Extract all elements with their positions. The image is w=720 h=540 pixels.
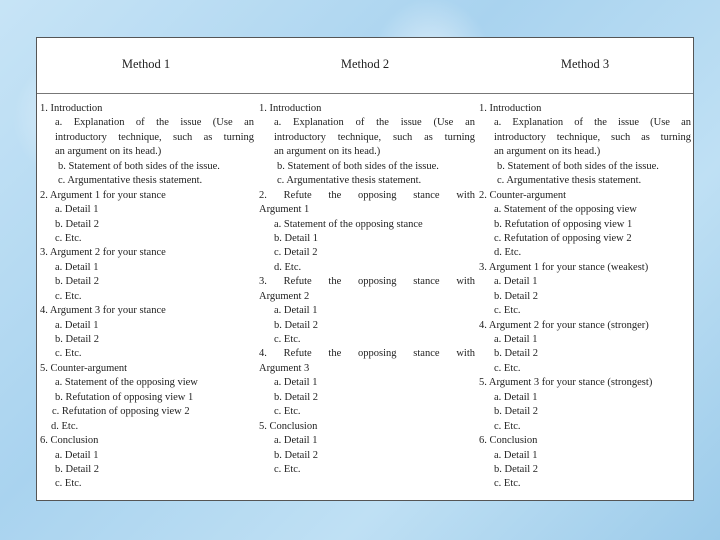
outline-line: a. Detail 1 [55, 449, 99, 461]
outline-line: b. Detail 2 [55, 276, 100, 288]
outline-line: b. Detail 2 [274, 319, 319, 331]
outline-line: d. Etc. [494, 247, 522, 259]
outline-line: d. Etc. [274, 261, 302, 273]
outline-line: introductory technique, such as turning [55, 131, 254, 143]
outline-line: b. Detail 2 [494, 406, 539, 418]
outline-line: c. Etc. [274, 406, 301, 418]
outline-line: c. Argumentative thesis statement. [277, 175, 422, 187]
outline-line: Argument 2 [259, 290, 310, 302]
outline-line: a. Detail 1 [55, 204, 99, 216]
outline-line: a. Detail 1 [274, 377, 318, 389]
outline-line: c. Etc. [494, 478, 521, 490]
outline-line: c. Etc. [274, 334, 301, 345]
outline-line: a. Detail 1 [494, 334, 538, 345]
outline-line: 3. Argument 1 for your stance (weakest) [479, 261, 649, 273]
outline-line: b. Detail 2 [494, 463, 539, 475]
outline-line: introductory technique, such as turning [274, 131, 475, 143]
outline-line: 3. Refute the opposing stance with [259, 276, 475, 288]
outline-line: a. Explanation of the issue (Use an [55, 117, 254, 129]
outline-line: c. Refutation of opposing view 2 [52, 406, 190, 418]
outline-line: a. Statement of the opposing view [55, 377, 198, 389]
column-header-method-2: Method 2 [340, 57, 390, 71]
outline-line: 4. Argument 3 for your stance [40, 305, 166, 317]
outline-line: c. Etc. [494, 420, 521, 432]
outline-line: an argument on its head.) [494, 146, 601, 158]
outline-line: b. Detail 1 [274, 232, 319, 244]
method-1-column [40, 102, 254, 492]
outline-line: introductory technique, such as turning [494, 131, 691, 143]
outline-line: a. Explanation of the issue (Use an [274, 117, 475, 129]
outline-line: c. Etc. [55, 232, 82, 244]
outline-line: 2. Counter-argument [479, 189, 567, 201]
outline-line: c. Detail 2 [274, 247, 318, 259]
outline-line: a. Detail 1 [494, 276, 538, 288]
outline-line: 5. Argument 3 for your stance (strongest) [479, 377, 653, 389]
outline-line: c. Etc. [494, 305, 521, 317]
outline-line: b. Statement of both sides of the issue. [277, 160, 439, 172]
outline-line: an argument on its head.) [55, 146, 162, 158]
outline-line: Argument 3 [259, 362, 310, 374]
column-header-method-3: Method 3 [560, 57, 610, 71]
outline-line: a. Detail 1 [494, 391, 538, 403]
outline-line: c. Etc. [494, 362, 521, 374]
outline-line: b. Detail 2 [55, 463, 100, 475]
outline-line: 1. Introduction [479, 103, 542, 114]
outline-line: b. Detail 2 [494, 290, 539, 302]
outline-line: b. Statement of both sides of the issue. [497, 160, 659, 172]
outline-line: b. Refutation of opposing view 1 [494, 218, 633, 230]
outline-line: a. Statement of the opposing stance [274, 218, 423, 230]
outline-line: 5. Counter-argument [40, 362, 128, 374]
outline-line: 4. Argument 2 for your stance (stronger) [479, 319, 649, 331]
outline-line: c. Refutation of opposing view 2 [494, 232, 632, 244]
outline-line: c. Etc. [274, 463, 301, 475]
outline-line: b. Detail 2 [274, 391, 319, 403]
outline-line: c. Etc. [55, 290, 82, 302]
outline-line: Argument 1 [259, 204, 310, 216]
outline-line: 4. Refute the opposing stance with [259, 348, 475, 360]
outline-line: b. Detail 2 [55, 218, 100, 230]
outline-line: 2. Argument 1 for your stance [40, 189, 166, 201]
outline-line: b. Detail 2 [494, 348, 539, 360]
outline-line: a. Detail 1 [55, 319, 99, 331]
method-3-column [479, 102, 691, 492]
header-divider [37, 93, 693, 94]
outline-line: d. Etc. [51, 420, 79, 432]
outline-line: a. Statement of the opposing view [494, 204, 637, 216]
outline-line: 3. Argument 2 for your stance [40, 247, 166, 259]
outline-line: b. Detail 2 [55, 334, 100, 345]
outline-line: a. Detail 1 [55, 261, 99, 273]
outline-line: 1. Introduction [259, 103, 322, 114]
column-header-method-1: Method 1 [121, 57, 171, 71]
outline-line: 6. Conclusion [479, 435, 538, 447]
outline-table [36, 37, 694, 501]
outline-line: c. Etc. [55, 348, 82, 360]
outline-line: c. Etc. [55, 478, 82, 490]
outline-line: a. Detail 1 [494, 449, 538, 461]
outline-line: 1. Introduction [40, 103, 103, 114]
method-2-column [259, 102, 475, 477]
outline-line: 5. Conclusion [259, 420, 318, 432]
outline-line: an argument on its head.) [274, 146, 381, 158]
outline-line: c. Argumentative thesis statement. [497, 175, 642, 187]
outline-line: b. Statement of both sides of the issue. [58, 160, 220, 172]
outline-line: b. Detail 2 [274, 449, 319, 461]
outline-line: c. Argumentative thesis statement. [58, 175, 203, 187]
outline-line: a. Detail 1 [274, 435, 318, 447]
outline-line: a. Detail 1 [274, 305, 318, 317]
outline-line: a. Explanation of the issue (Use an [494, 117, 691, 129]
outline-line: b. Refutation of opposing view 1 [55, 391, 194, 403]
outline-line: 2. Refute the opposing stance with [259, 189, 475, 201]
outline-line: 6. Conclusion [40, 435, 99, 447]
